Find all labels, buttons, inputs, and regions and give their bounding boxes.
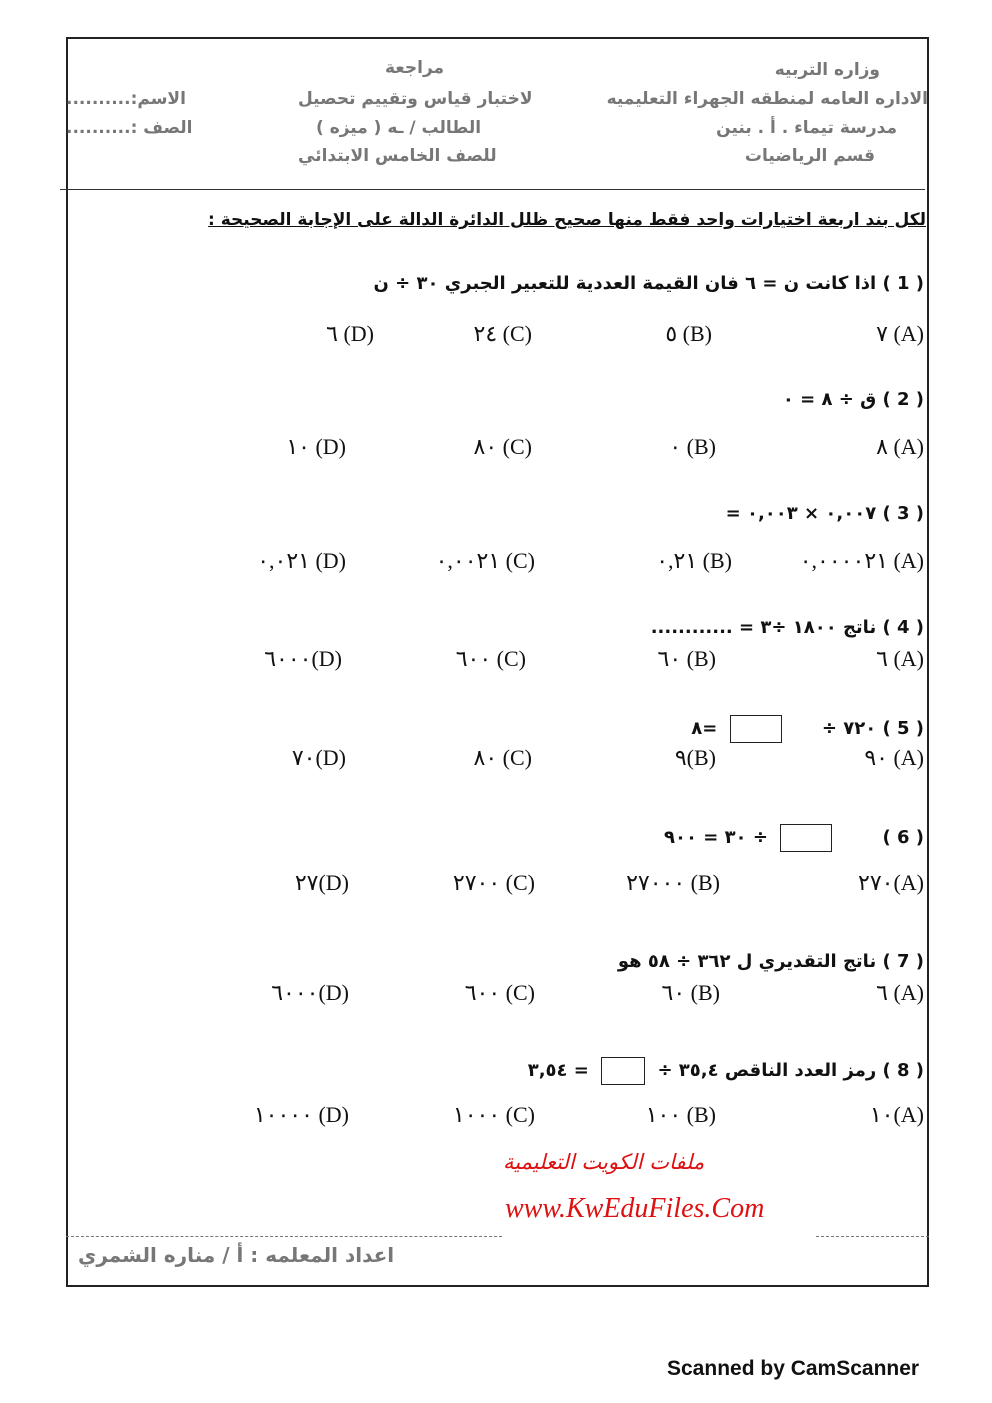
q3-option-a[interactable]: ٠,٠٠٠٠٢١ (A)	[799, 548, 924, 573]
q5-option-d[interactable]: ٧٠(D)	[291, 745, 346, 770]
q6-result: ÷ ٣٠ = ٩٠٠	[663, 827, 768, 848]
q8-text: ( 8 ) رمز العدد الناقص ٣٥,٤ ÷	[657, 1060, 924, 1081]
q6-option-b[interactable]: ٢٧٠٠٠ (B)	[626, 870, 720, 895]
header-grade: للصف الخامس الابتدائي	[298, 146, 497, 166]
question-4: ( 4 ) ناتج ١٨٠٠ ÷٣ = ............	[650, 617, 924, 638]
header-divider	[60, 189, 925, 190]
q3-option-d[interactable]: ٠,٠٢١ (D)	[257, 548, 346, 573]
footer-divider-right	[816, 1236, 929, 1237]
question-5	[691, 715, 924, 743]
footer-divider-left	[66, 1236, 502, 1237]
question-3: ( 3 ) ٠,٠٠٧ × ٠,٠٠٣ =	[725, 503, 924, 524]
q4-option-d[interactable]: ٦٠٠٠(D)	[264, 646, 342, 671]
q6-option-c[interactable]: ٢٧٠٠ (C)	[452, 870, 535, 895]
q4-option-c[interactable]: ٦٠٠ (C)	[455, 646, 526, 671]
question-2: ( 2 ) ق ÷ ٨ = ٠	[782, 389, 924, 410]
header-ministry: وزاره التربيه	[774, 60, 880, 80]
q8-option-a[interactable]: ١٠(A)	[869, 1102, 924, 1127]
header-test-title: لاختبار قياس وتقييم تحصيل	[298, 89, 533, 109]
q5-result: =٨	[691, 718, 718, 739]
q7-option-d[interactable]: ٦٠٠٠(D)	[271, 980, 349, 1005]
q5-option-c[interactable]: ٨٠ (C)	[473, 745, 532, 770]
teacher-credit: اعداد المعلمه : أ / مناره الشمري	[78, 1243, 395, 1267]
q7-option-c[interactable]: ٦٠٠ (C)	[464, 980, 535, 1005]
q4-option-b[interactable]: ٦٠ (B)	[657, 646, 716, 671]
q6-option-a[interactable]: ٢٧٠(A)	[858, 870, 924, 895]
q5-answer-box[interactable]	[730, 715, 782, 743]
header-department: قسم الرياضيات	[744, 146, 875, 166]
q8-option-b[interactable]: ١٠٠ (B)	[645, 1102, 716, 1127]
question-7: ( 7 ) ناتج التقديري ل ٣٦٢ ÷ ٥٨ هو	[617, 951, 924, 972]
name-field[interactable]: الاسم:..........	[66, 89, 186, 109]
question-8	[528, 1057, 924, 1085]
header-review: مراجعة	[385, 58, 445, 78]
q2-option-c[interactable]: ٨٠ (C)	[473, 434, 532, 459]
q8-result: = ٣,٥٤	[527, 1060, 589, 1081]
watermark-arabic: ملفات الكويت التعليمية	[503, 1150, 705, 1174]
header-student: الطالب / ـه ( ميزه )	[316, 118, 482, 138]
q1-option-c[interactable]: ٢٤ (C)	[473, 321, 532, 346]
q7-option-b[interactable]: ٦٠ (B)	[661, 980, 720, 1005]
header-directorate: الاداره العامه لمنطقه الجهراء التعليميه	[606, 89, 928, 109]
watermark-url[interactable]: www.KwEduFiles.Com	[505, 1193, 765, 1224]
q8-option-c[interactable]: ١٠٠٠ (C)	[452, 1102, 535, 1127]
q7-option-a[interactable]: ٦ (A)	[876, 980, 924, 1005]
instructions: لكل بند اربعة اختيارات واحد فقط منها صحيح ظلل الدائرة الدالة على الإجابة الصحيحة :	[208, 210, 926, 230]
header-school: مدرسة تيماء . أ . بنين	[716, 118, 897, 138]
class-field[interactable]: الصف :..........	[66, 118, 193, 138]
q5-option-b[interactable]: ٩(B)	[674, 745, 716, 770]
q3-option-b[interactable]: ٠,٢١ (B)	[656, 548, 732, 573]
q6-option-d[interactable]: ٢٧(D)	[294, 870, 349, 895]
q2-option-d[interactable]: ١٠ (D)	[286, 434, 346, 459]
q2-option-b[interactable]: ٠ (B)	[669, 434, 716, 459]
q6-answer-box[interactable]	[780, 824, 832, 852]
q2-option-a[interactable]: ٨ (A)	[876, 434, 924, 459]
question-6	[664, 824, 924, 852]
scanner-credit: Scanned by CamScanner	[667, 1357, 920, 1380]
q6-text: ( 6 )	[882, 827, 924, 848]
q1-option-a[interactable]: ٧ (A)	[876, 321, 924, 346]
q3-option-c[interactable]: ٠,٠٠٢١ (C)	[435, 548, 535, 573]
q1-option-d[interactable]: ٦ (D)	[326, 321, 374, 346]
q8-answer-box[interactable]	[601, 1057, 645, 1085]
q4-option-a[interactable]: ٦ (A)	[876, 646, 924, 671]
q5-text: ( 5 ) ٧٢٠ ÷	[821, 718, 924, 739]
q8-option-d[interactable]: ١٠٠٠٠ (D)	[253, 1102, 349, 1127]
q5-option-a[interactable]: ٩٠ (A)	[864, 745, 924, 770]
question-1: ( 1 ) اذا كانت ن = ٦ فان القيمة العددية للتعبير الجبري ٣٠ ÷ ن	[373, 273, 924, 294]
q1-option-b[interactable]: ٥ (B)	[665, 321, 712, 346]
